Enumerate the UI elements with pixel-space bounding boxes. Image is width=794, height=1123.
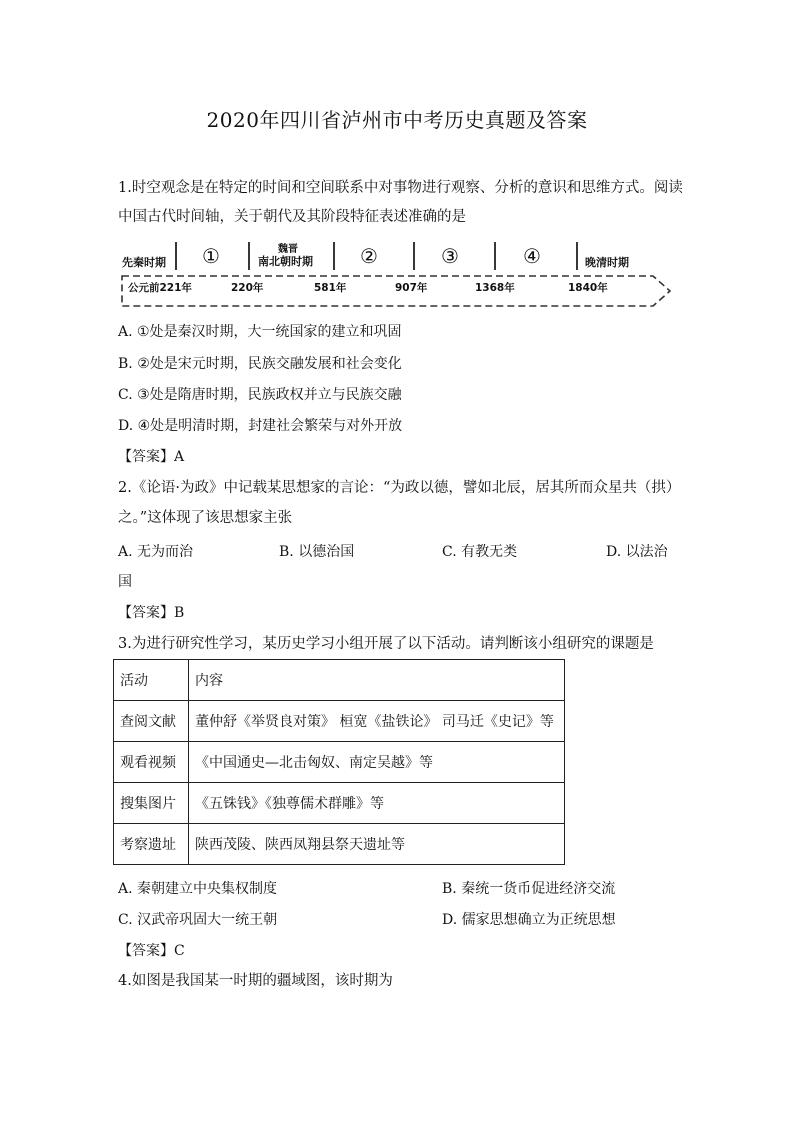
timeline-year: 907年 xyxy=(395,282,428,294)
q3-option-c: C. 汉武帝巩固大一统王朝 xyxy=(118,912,278,928)
timeline-year: 公元前221年 xyxy=(128,282,192,294)
table-row xyxy=(114,701,565,742)
q3-stem-line1: 3.为进行研究性学习，某历史学习小组开展了以下活动。请判断该小组研究的课题是 xyxy=(118,636,654,652)
q2-option-d-wrap: 国 xyxy=(118,574,132,590)
q3-option-a: A. 秦朝建立中央集权制度 xyxy=(118,881,278,897)
table-cell: 《五铢钱》《独尊儒术群雕》等 xyxy=(189,783,565,824)
timeline-marker-4: ④ xyxy=(523,244,541,268)
table-row xyxy=(114,824,565,865)
table-cell: 考察遗址 xyxy=(114,824,189,865)
q2-option-b: B. 以德治国 xyxy=(279,544,355,560)
q2-option-a: A. 无为而治 xyxy=(118,544,194,560)
q2-option-c: C. 有教无类 xyxy=(442,544,518,560)
q1-option-d: D. ④处是明清时期，封建社会繁荣与对外开放 xyxy=(118,418,403,434)
table-cell: 查阅文献 xyxy=(114,701,189,742)
q1-answer: 【答案】A xyxy=(118,449,185,465)
q2-stem-line1: 2.《论语·为政》中记载某思想家的言论：“为政以德，譬如北辰，居其所而众星共（拱） xyxy=(118,480,681,496)
q2-stem-line2: 之。”这体现了该思想家主张 xyxy=(118,510,293,526)
document-title: 2020年四川省泸州市中考历史真题及答案 xyxy=(206,108,588,132)
q3-answer: 【答案】C xyxy=(118,943,185,959)
timeline-figure xyxy=(118,240,678,310)
timeline-period-wei-jin-top: 魏晋 xyxy=(278,244,298,255)
timeline-year: 1840年 xyxy=(568,282,608,294)
timeline-year: 581年 xyxy=(314,282,347,294)
table-cell: 《中国通史—北击匈奴、南定吴越》等 xyxy=(189,742,565,783)
table-header-row xyxy=(114,660,565,701)
table-cell: 陕西茂陵、陕西凤翔县祭天遗址等 xyxy=(189,824,565,865)
table-header-cell: 内容 xyxy=(189,660,565,701)
timeline-year: 220年 xyxy=(231,282,264,294)
q1-option-c: C. ③处是隋唐时期，民族政权并立与民族交融 xyxy=(118,387,402,403)
table-cell: 搜集图片 xyxy=(114,783,189,824)
q3-option-b: B. 秦统一货币促进经济交流 xyxy=(442,881,616,897)
q1-stem-line1: 1.时空观念是在特定的时间和空间联系中对事物进行观察、分析的意识和思维方式。阅读 xyxy=(118,180,683,196)
q4-stem-line1: 4.如图是我国某一时期的疆域图，该时期为 xyxy=(118,973,393,989)
timeline-marker-3: ③ xyxy=(441,244,459,268)
timeline-period-late-qing: 晚清时期 xyxy=(585,256,629,269)
timeline-year: 1368年 xyxy=(475,282,515,294)
q1-option-b: B. ②处是宋元时期，民族交融发展和社会变化 xyxy=(118,356,402,372)
timeline-period-pre-qin: 先秦时期 xyxy=(122,256,166,269)
q2-answer: 【答案】B xyxy=(118,605,185,621)
table-cell: 董仲舒《举贤良对策》 桓宽《盐铁论》 司马迁《史记》等 xyxy=(189,701,565,742)
timeline-period-wei-jin-bottom: 南北朝时期 xyxy=(258,255,313,268)
table-header-cell: 活动 xyxy=(114,660,189,701)
table-row xyxy=(114,742,565,783)
q2-option-d: D. 以法治 xyxy=(606,544,668,560)
timeline-marker-2: ② xyxy=(360,244,378,268)
activity-table xyxy=(113,659,565,865)
timeline-marker-1: ① xyxy=(202,244,220,268)
q1-option-a: A. ①处是秦汉时期，大一统国家的建立和巩固 xyxy=(118,324,402,340)
q1-stem-line2: 中国古代时间轴，关于朝代及其阶段特征表述准确的是 xyxy=(118,209,466,225)
q3-option-d: D. 儒家思想确立为正统思想 xyxy=(442,912,616,928)
table-row xyxy=(114,783,565,824)
table-cell: 观看视频 xyxy=(114,742,189,783)
